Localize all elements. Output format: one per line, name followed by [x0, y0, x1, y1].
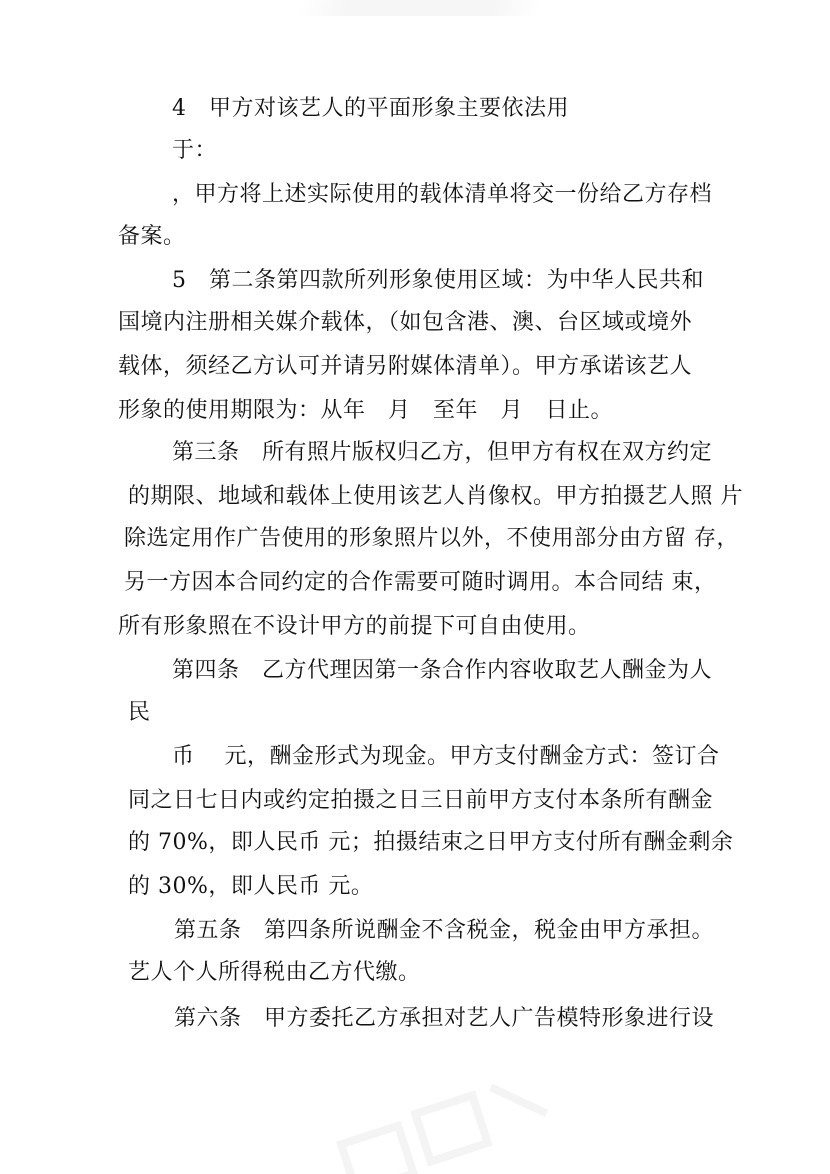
- text-line-4: 备案。: [118, 224, 186, 249]
- text-line-5: 5 第二条第四款所列形象使用区域：为中华人民共和: [172, 268, 704, 293]
- text-line-18: 的 70%，即人民币 元；拍摄结束之日甲方支付所有酬金剩余: [128, 830, 734, 855]
- text-line-10: 的期限、地域和载体上使用该艺人肖像权。甲方拍摄艺人照 片: [128, 484, 743, 509]
- text-line-15: 民: [128, 700, 151, 725]
- text-line-9: 第三条 所有照片版权归乙方，但甲方有权在双方约定: [172, 440, 713, 465]
- text-line-13: 所有形象照在不设计甲方的前提下可自由使用。: [118, 614, 591, 639]
- watermark-bottom: [300, 1080, 560, 1174]
- text-line-6: 国境内注册相关媒介载体，（如包含港、澳、台区域或境外: [118, 310, 693, 335]
- text-line-1: 4 甲方对该艺人的平面形象主要依法用: [172, 96, 569, 121]
- text-line-17: 同之日七日内或约定拍摄之日三日前甲方支付本条所有酬金: [128, 788, 714, 813]
- text-line-3: ，甲方将上述实际使用的载体清单将交一份给乙方存档: [172, 182, 713, 207]
- text-line-22: 第六条 甲方委托乙方承担对艺人广告模特形象进行设: [174, 1006, 715, 1031]
- text-line-8: 形象的使用期限为：从年 月 至年 月 日止。: [118, 398, 614, 423]
- text-line-11: 除选定用作广告使用的形象照片以外，不使用部分由方留 存，: [124, 526, 739, 551]
- watermark-top: [297, 0, 543, 16]
- text-line-21: 艺人个人所得税由乙方代缴。: [128, 960, 421, 985]
- text-line-19: 的 30%，即人民币 元。: [128, 874, 374, 899]
- text-line-20: 第五条 第四条所说酬金不含税金，税金由甲方承担。: [174, 918, 715, 943]
- text-line-7: 载体，须经乙方认可并请另附媒体清单）。甲方承诺该艺人: [118, 354, 693, 379]
- text-line-14: 第四条 乙方代理因第一条合作内容收取艺人酬金为人: [172, 658, 713, 683]
- text-line-16: 币 元，酬金形式为现金。甲方支付酬金方式：签订合: [172, 744, 720, 769]
- text-line-12: 另一方因本合同约定的合作需要可随时调用。本合同结 束，: [124, 570, 717, 595]
- text-line-2: 于：: [172, 138, 218, 163]
